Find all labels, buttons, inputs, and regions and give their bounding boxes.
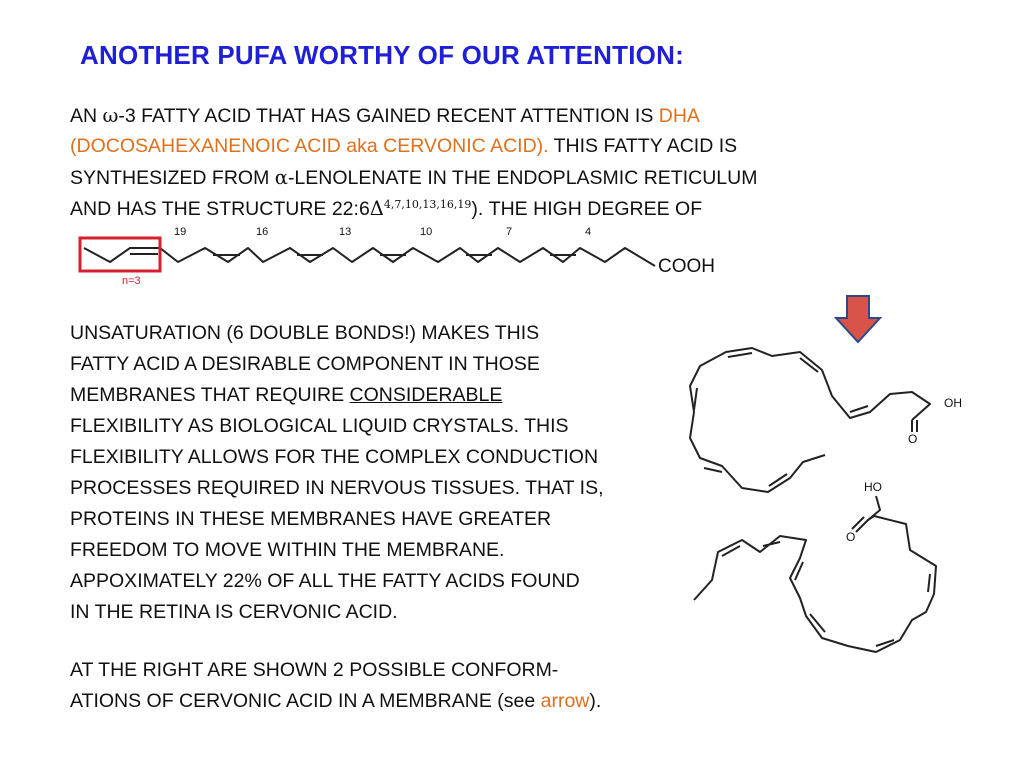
bottom-ho-label: HO (864, 480, 882, 494)
underlined-word: CONSIDERABLE (349, 384, 503, 406)
body-line-4: FLEXIBILITY AS BIOLOGICAL LIQUID CRYSTALS. THIS (70, 415, 569, 437)
down-arrow-icon (836, 296, 880, 342)
body-line-10: IN THE RETINA IS CERVONIC ACID. (70, 601, 398, 623)
closing-line-1: AT THE RIGHT ARE SHOWN 2 POSSIBLE CONFORM- (70, 659, 559, 681)
dha-full-name: (DOCOSAHEXANENOIC ACID aka CERVONIC ACID). (70, 135, 549, 157)
omega-symbol: ω (102, 104, 119, 127)
text: SYNTHESIZED FROM (70, 167, 275, 189)
text: ATIONS OF CERVONIC ACID IN A MEMBRANE (see (70, 690, 541, 712)
position-label-4: 4 (585, 226, 592, 238)
text: -LENOLENATE IN THE ENDOPLASMIC RETICULUM (287, 167, 758, 189)
conformer-bottom (694, 496, 936, 652)
top-oh-label: OH (944, 396, 962, 410)
body-line-7: PROTEINS IN THESE MEMBRANES HAVE GREATER (70, 508, 552, 530)
text: AN (70, 105, 103, 127)
arrow-word: arrow (540, 690, 590, 712)
top-o-label: O (908, 432, 918, 446)
text: ). (589, 690, 602, 712)
position-label-10: 10 (420, 226, 433, 238)
text: ). THE HIGH DEGREE OF (471, 198, 703, 220)
body-line-1: UNSATURATION (6 DOUBLE BONDS!) MAKES THIS (70, 322, 540, 344)
body-line-2: FATTY ACID A DESIRABLE COMPONENT IN THOSE (70, 353, 540, 375)
body-line-5: FLEXIBILITY ALLOWS FOR THE COMPLEX CONDUCTION (70, 446, 599, 468)
position-label-19: 19 (174, 226, 187, 238)
text: -3 FATTY ACID THAT HAS GAINED RECENT ATTENTION IS (118, 105, 659, 127)
conformer-top (690, 348, 930, 492)
body-line-6: PROCESSES REQUIRED IN NERVOUS TISSUES. THAT IS, (70, 477, 604, 499)
text: MEMBRANES THAT REQUIRE (70, 384, 350, 406)
double-bond-positions: 4,7,10,13,16,19 (383, 198, 472, 211)
alpha-symbol: α (274, 166, 288, 189)
body-line-8: FREEDOM TO MOVE WITHIN THE MEMBRANE. (70, 539, 505, 561)
n-label: n=3 (122, 275, 141, 287)
carboxyl-label: COOH (658, 256, 715, 277)
body-line-9: APPOXIMATELY 22% OF ALL THE FATTY ACIDS FOUND (70, 570, 580, 592)
delta-symbol: Δ (369, 197, 384, 220)
position-label-7: 7 (506, 226, 513, 238)
text: AND HAS THE STRUCTURE 22:6 (70, 198, 370, 220)
position-label-13: 13 (339, 226, 352, 238)
dha-highlight: DHA (658, 105, 700, 127)
slide-title: ANOTHER PUFA WORTHY OF OUR ATTENTION: (80, 40, 684, 70)
position-label-16: 16 (256, 226, 269, 238)
bottom-o-label: O (846, 530, 856, 544)
text: THIS FATTY ACID IS (548, 135, 738, 157)
dha-skeletal-structure (84, 248, 655, 266)
